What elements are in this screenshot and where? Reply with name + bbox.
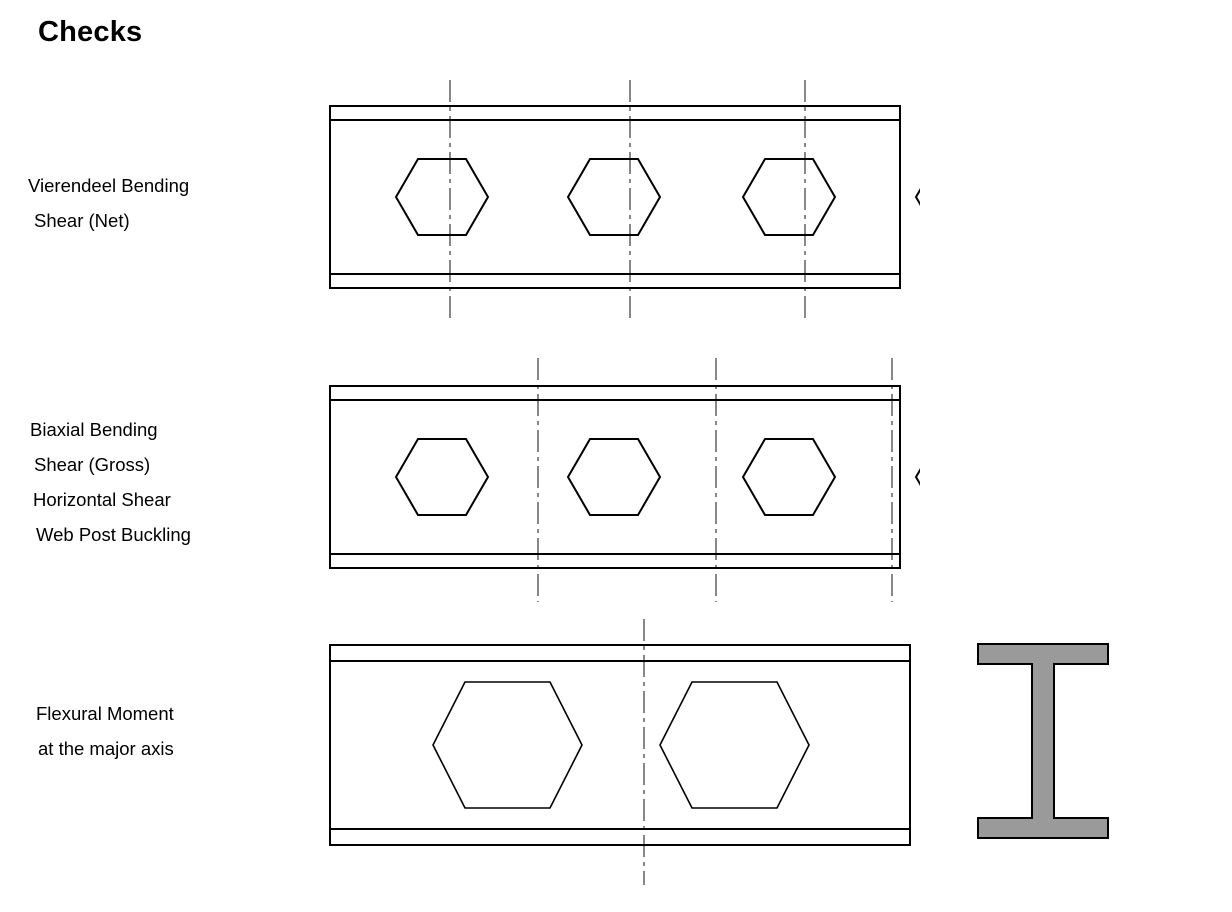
label-group-biaxial	[30, 412, 191, 552]
label-shear-gross: Shear (Gross)	[34, 454, 151, 475]
hexagonal-opening	[916, 159, 920, 235]
label-major-axis: at the major axis	[38, 738, 174, 759]
hexagonal-opening	[743, 439, 835, 515]
hexagonal-opening	[916, 439, 920, 515]
hexagonal-opening	[396, 439, 488, 515]
opening-group	[433, 682, 809, 808]
hexagonal-opening	[660, 682, 809, 808]
label-horizontal-shear: Horizontal Shear	[33, 489, 171, 510]
beam-outline	[330, 106, 900, 288]
beam-outline	[330, 645, 910, 845]
hexagonal-opening	[433, 682, 582, 808]
label-web-post-buckling: Web Post Buckling	[36, 524, 191, 545]
i-beam-profile	[978, 644, 1108, 838]
castellated-beam-net-section	[320, 70, 920, 330]
opening-group	[396, 439, 920, 515]
centerline-group	[450, 80, 920, 320]
hexagonal-opening	[568, 159, 660, 235]
hexagonal-opening	[743, 159, 835, 235]
label-shear-net: Shear (Net)	[34, 210, 130, 231]
hexagonal-opening	[568, 439, 660, 515]
label-vierendeel-bending: Vierendeel Bending	[28, 175, 190, 196]
i-beam-cross-section	[960, 630, 1130, 870]
castellated-beam-gross-section	[320, 350, 920, 610]
page-title: Checks	[38, 16, 143, 48]
hexagonal-opening	[396, 159, 488, 235]
beam-outline	[330, 386, 900, 568]
castellated-beam-midspan	[320, 615, 920, 895]
label-group-flexural	[36, 696, 174, 766]
label-biaxial-bending: Biaxial Bending	[30, 419, 158, 440]
opening-group	[396, 159, 920, 235]
centerline-group	[538, 358, 892, 602]
label-group-vierendeel	[28, 168, 189, 238]
label-flexural-moment: Flexural Moment	[36, 703, 174, 724]
